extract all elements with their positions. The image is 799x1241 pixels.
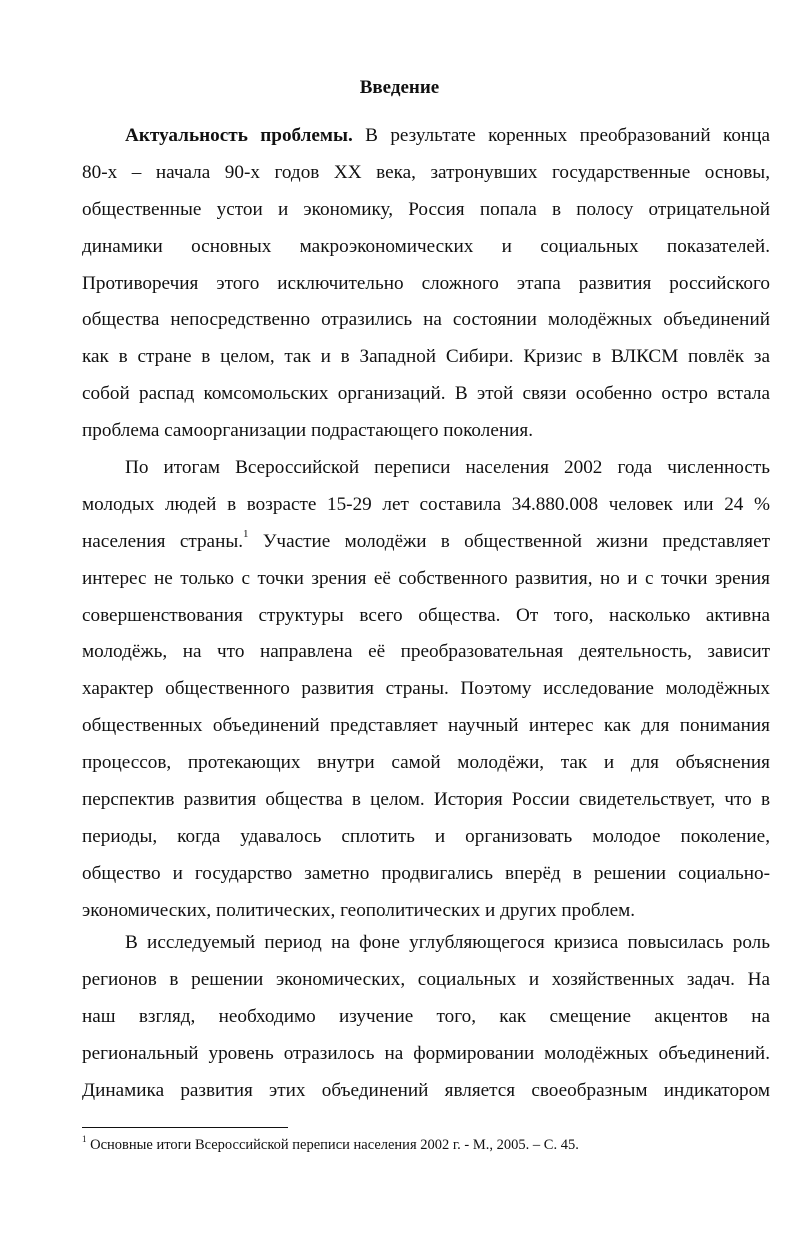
text-line: интерес не только с точки зрения её собственного развития, но и с точки зрения: [82, 567, 770, 589]
paragraph-regions: [82, 925, 770, 1109]
text-line: регионов в решении экономических, социальных и хозяйственных задач. На: [82, 968, 770, 990]
text-line: общества непосредственно отразились на состоянии молодёжных объединений: [82, 309, 770, 331]
footnote-reference[interactable]: 1: [243, 528, 249, 541]
relevance-lead: Актуальность проблемы.: [125, 125, 353, 146]
text-line: периоды, когда удавалось сплотить и организовать молодое поколение,: [82, 825, 770, 847]
text-line: динамики основных макроэкономических и социальных показателей.: [82, 235, 770, 257]
footnote-text: Основные итоги Всероссийской переписи населения 2002 г. - М., 2005. – С. 45.: [86, 1137, 579, 1153]
footnote-marker: 1: [82, 1134, 87, 1145]
text-line: общественных объединений представляет научный интерес как для понимания: [82, 715, 770, 737]
text-line: собой распад комсомольских организаций. В этой связи особенно остро встала: [82, 383, 770, 405]
paragraph-relevance: [82, 118, 770, 450]
text-line: характер общественного развития страны. Поэтому исследование молодёжных: [82, 678, 770, 700]
text-line: Динамика развития этих объединений является своеобразным индикатором: [82, 1079, 770, 1101]
text-line: общественные устои и экономику, Россия попала в полосу отрицательной: [82, 198, 770, 220]
text-line: общество и государство заметно продвигались вперёд в решении социально-: [82, 862, 770, 884]
text-line: совершенствования структуры всего общества. От того, насколько активна: [82, 604, 770, 626]
text-line: 80-х – начала 90-х годов XX века, затронувших государственные основы,: [82, 161, 770, 183]
text-line: населения страны.$^1$ Участие молодёжи в общественной жизни представляет: [82, 528, 770, 552]
text-line: Противоречия этого исключительно сложного этапа развития российского: [82, 272, 770, 294]
paragraph-census: [82, 450, 770, 930]
text-line: перспектив развития общества в целом. История России свидетельствует, что в: [82, 789, 770, 811]
text-line: региональный уровень отразилось на формировании молодёжных объединений.: [82, 1042, 770, 1064]
text-line: проблема самоорганизации подрастающего поколения.: [82, 420, 534, 442]
text-line: как в стране в целом, так и в Западной Сибири. Кризис в ВЛКСМ повлёк за: [82, 346, 770, 368]
footnote: [82, 1136, 579, 1154]
text-line: наш взгляд, необходимо изучение того, как смещение акцентов на: [82, 1005, 770, 1027]
text-line: процессов, протекающих внутри самой молодёжи, так и для объяснения: [82, 752, 770, 774]
footnote-separator: [82, 1127, 288, 1128]
text-line: молодых людей в возрасте 15-29 лет составила 34.880.008 человек или 24 %: [82, 493, 770, 515]
text-line: По итогам Всероссийской переписи населения 2002 года численность: [125, 457, 770, 478]
text-line: В исследуемый период на фоне углубляющегося кризиса повысилась роль: [125, 932, 770, 953]
text-line: Актуальность проблемы. В результате коренных преобразований конца: [125, 125, 770, 146]
section-heading: Введение: [359, 77, 440, 98]
text-line: экономических, политических, геополитических и других проблем.: [82, 899, 636, 921]
text-line: молодёжь, на что направлена её преобразовательная деятельность, зависит: [82, 641, 770, 663]
